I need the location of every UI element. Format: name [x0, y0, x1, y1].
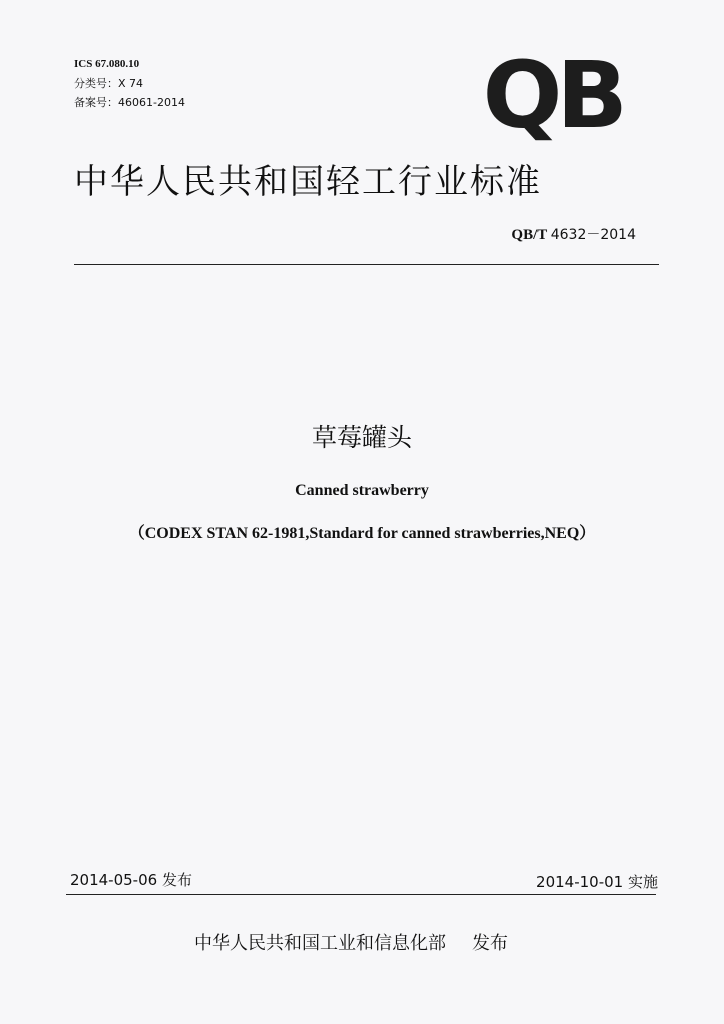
standard-code [511, 224, 636, 244]
standard-number: 4632－2014 [550, 227, 636, 243]
footer-divider [66, 894, 656, 895]
issue-date: 2014-05-06 发布 [70, 871, 192, 889]
ics-code: ICS 67.080.10 [74, 58, 140, 70]
classification-number: 分类号：X 74 [74, 77, 144, 90]
record-number: 备案号：46061-2014 [74, 96, 185, 109]
header-divider [74, 264, 659, 265]
document-meta [74, 55, 185, 112]
issuer-action: 发布 [472, 933, 508, 954]
implementation-date: 2014-10-01 实施 [536, 873, 658, 891]
issuer-line [194, 929, 508, 955]
reference-standard: （CODEX STAN 62-1981,Standard for canned strawberries,NEQ） [128, 525, 596, 542]
document-title-cn: 草莓罐头 [311, 423, 412, 452]
issuer-name: 中华人民共和国工业和信息化部 [194, 933, 446, 954]
document-title-en: Canned strawberry [295, 482, 429, 499]
standard-code-prefix: QB/T [511, 227, 547, 243]
standard-title: 中华人民共和国轻工行业标准 [74, 162, 542, 202]
qb-logo: QB [482, 42, 622, 149]
